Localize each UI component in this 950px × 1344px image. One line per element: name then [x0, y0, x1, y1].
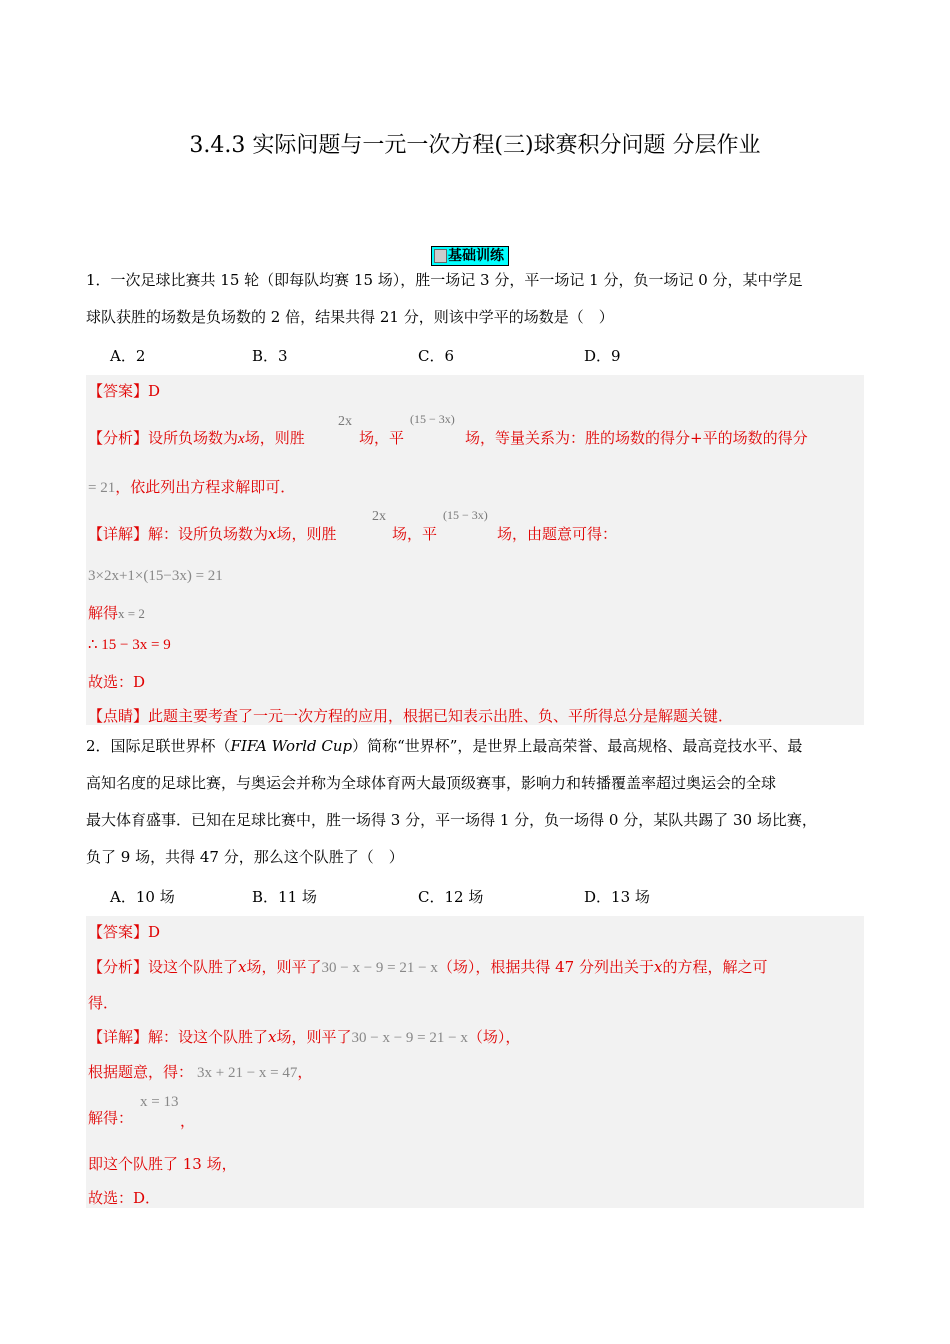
- text: 场，则胜: [276, 525, 337, 543]
- expr: 3x + 21 − x = 47: [197, 1065, 298, 1081]
- q2-line2: 高知名度的足球比赛，与奥运会并称为全球体育两大最顶级赛事，影响力和转播覆盖率超过奥运会的全球: [86, 774, 777, 792]
- q2-solve-label: 解得：: [88, 1109, 134, 1127]
- q2-solve-end: ，: [180, 1112, 196, 1130]
- q1-analysis: [88, 427, 305, 448]
- q1-option-a: A．2: [110, 347, 146, 365]
- q1-detail-d: 场，由题意可得：: [497, 525, 618, 543]
- text: 【详解】解：设这个队胜了: [88, 1028, 269, 1046]
- document-title: 3.4.3 实际问题与一元一次方程(三)球赛积分问题 分层作业: [189, 133, 761, 158]
- var-x: x: [238, 958, 247, 976]
- text: 场，则胜: [244, 429, 305, 447]
- text: 【详解】解：设所负场数为: [88, 525, 269, 543]
- q1-analysis-c: 场，平: [359, 429, 405, 447]
- q2-analysis-end: 得．: [88, 994, 119, 1012]
- q2-answer: 【答案】D: [88, 923, 161, 941]
- var-x: x: [238, 431, 245, 447]
- q1-expr-2x: 2x: [338, 414, 352, 429]
- section-badge: [431, 246, 509, 266]
- q2-line3: 最大体育盛事．已知在足球比赛中，胜一场得 3 分，平一场得 1 分，负一场得 0 分，某队共踢了 30 场比赛，: [86, 811, 817, 829]
- checkbox-icon: [434, 249, 447, 263]
- q1-therefore: [88, 635, 171, 654]
- expr: 30 − x − 9 = 21 − x: [351, 1030, 468, 1046]
- text: 【分析】设所负场数为: [88, 429, 239, 447]
- q2-conclusion: 即这个队胜了 13 场，: [88, 1155, 237, 1173]
- q2-option-b: B．11 场: [252, 888, 317, 906]
- expr: ∴ 15 − 3x = 9: [88, 637, 171, 653]
- q1-analysis-line2: [88, 476, 295, 497]
- q2-line1: [86, 739, 802, 754]
- expr: = 21: [88, 480, 116, 496]
- q1-detail-c: 场，平: [392, 525, 438, 543]
- var-x: x: [268, 1028, 277, 1046]
- q1-detail-15-3x: (15 − 3x): [443, 508, 488, 522]
- q1-equation: 3×2x+1×(15−3x) = 21: [88, 568, 223, 584]
- text: 【分析】设这个队胜了: [88, 958, 239, 976]
- var-x: x: [268, 525, 277, 543]
- text: ）简称“世界杯”，是世界上最高荣誉、最高规格、最高竞技水平、最: [352, 737, 803, 755]
- section-label: 基础训练: [448, 248, 504, 264]
- q1-solve: [88, 602, 145, 623]
- expr: x = 2: [118, 606, 145, 621]
- q1-choose: 故选：D: [88, 673, 146, 691]
- text: 的方程，解之可: [662, 958, 768, 976]
- q1-option-b: B．3: [252, 347, 288, 365]
- text: 根据题意，得：: [88, 1063, 194, 1081]
- q1-expr-15-3x: (15 − 3x): [410, 412, 455, 426]
- q2-analysis: [88, 956, 767, 977]
- q2-solve-value: x = 13: [140, 1094, 179, 1110]
- var-x: x: [653, 958, 663, 976]
- q1-line2: 球队获胜的场数是负场数的 2 倍，结果共得 21 分，则该中学平的场数是（ ）: [86, 308, 614, 326]
- q1-detail-2x: 2x: [372, 509, 386, 524]
- q2-choose: 故选：D．: [88, 1189, 161, 1207]
- q1-analysis-d: 场，等量关系为：胜的场数的得分+平的场数的得分: [465, 429, 808, 447]
- expr: 30 − x − 9 = 21 − x: [321, 960, 438, 976]
- text: 场，则平了: [246, 958, 322, 976]
- q2-equation: [88, 1061, 312, 1082]
- q1-option-d: D．9: [584, 347, 621, 365]
- q2-option-c: C．12 场: [418, 888, 484, 906]
- q2-detail: [88, 1026, 520, 1047]
- q1-comment: 【点睛】此题主要考查了一元一次方程的应用，根据已知表示出胜、负、平所得总分是解题关键．: [88, 707, 734, 725]
- text: 解得: [88, 604, 119, 622]
- q1-line1: 1．一次足球比赛共 15 轮（即每队均赛 15 场），胜一场记 3 分，平一场记 1 分，负一场记 0 分，某中学足: [86, 271, 803, 289]
- q2-option-a: A．10 场: [110, 888, 175, 906]
- text: ，依此列出方程求解即可．: [115, 478, 296, 496]
- q1-answer: 【答案】D: [88, 382, 161, 400]
- text: （场），根据共得 47 分列出关于: [437, 958, 654, 976]
- text: （场），: [467, 1028, 521, 1046]
- q2-option-d: D．13 场: [584, 888, 650, 906]
- text: 2．国际足联世界杯（: [86, 737, 231, 755]
- q1-detail: [88, 523, 337, 544]
- text: 场，则平了: [276, 1028, 352, 1046]
- q2-line4: 负了 9 场，共得 47 分，那么这个队胜了（ ）: [86, 848, 404, 866]
- q1-option-c: C．6: [418, 347, 455, 365]
- text-italic: FIFA World Cup: [230, 737, 353, 755]
- text: ，: [297, 1063, 313, 1081]
